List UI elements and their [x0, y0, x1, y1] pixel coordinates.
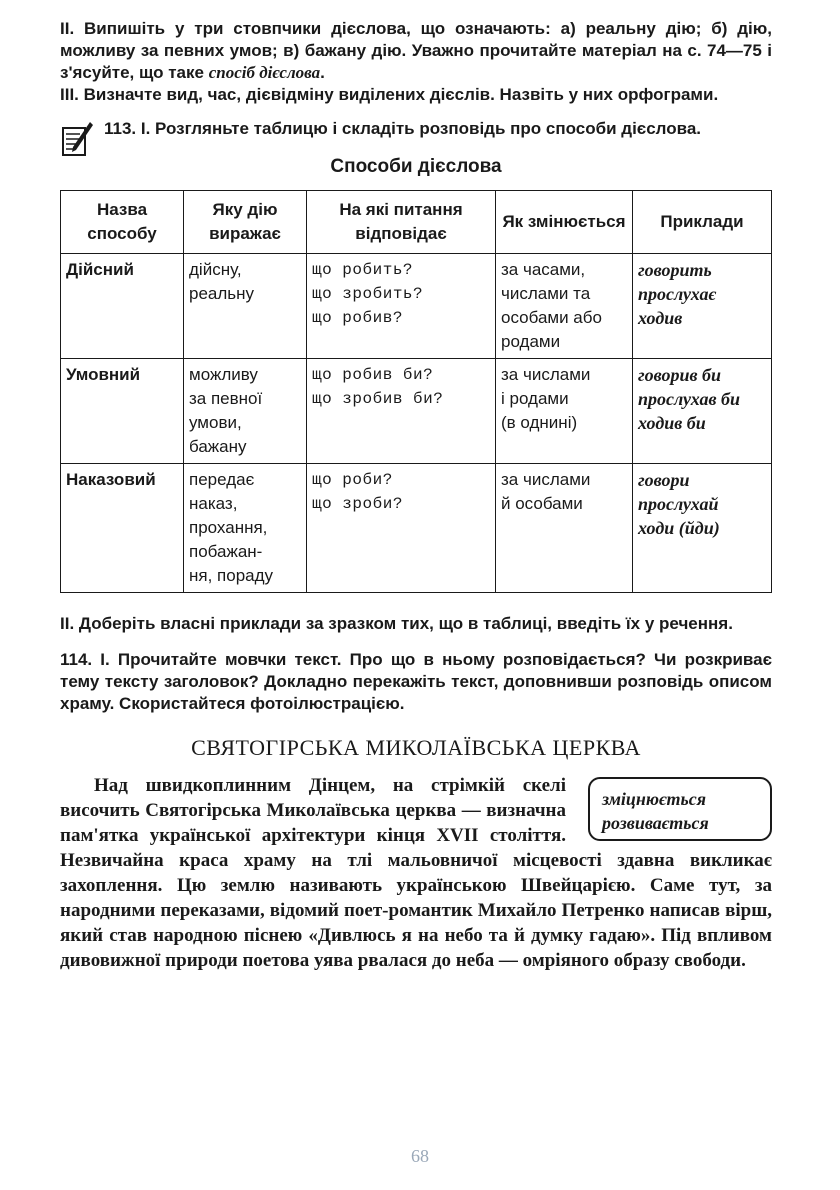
note-word: зміцнюється	[602, 789, 707, 809]
cell-line: говори	[638, 470, 690, 490]
task-2-text: ІІ. Випишіть у три стовпчики дієслова, що означають: а) реальну дію; б) дію, можливу за певних умов; в) бажану дію. Уважно прочитайте матеріал на с. 74—75 і з'ясуйте, що таке	[60, 19, 772, 82]
row-name: Умовний	[61, 359, 184, 464]
cell-line: ходив би	[638, 413, 706, 433]
cell-line: що роби?	[312, 471, 393, 489]
cell-line: говорить	[638, 260, 712, 280]
vocabulary-note-box	[588, 777, 772, 841]
exercise-113	[60, 118, 772, 140]
row-questions	[307, 254, 496, 359]
cell-line: прослухав би	[638, 389, 741, 409]
table-row	[61, 254, 772, 359]
cell-line: ходи (йди)	[638, 518, 720, 538]
cell-line: родами	[501, 332, 561, 351]
cell-line: що робить?	[312, 261, 414, 279]
table-title: Способи дієслова	[330, 156, 502, 177]
row-questions	[307, 464, 496, 593]
header-change: Як змінюється	[496, 191, 633, 254]
row-name: Наказовий	[61, 464, 184, 593]
cell-line: умови,	[189, 413, 242, 432]
exercise-114-text: 114. І. Прочитайте мовчки текст. Про що в ньому розповідається? Чи розкриває тему тексту заголовок? Докладно перекажіть текст, доповнивши розповідь описом храму. Скористайтеся фотоілюстрацією.	[60, 650, 772, 713]
cell-line: прослухай	[638, 494, 719, 514]
cell-line: й особами	[501, 494, 583, 513]
cell-line: за певної	[189, 389, 263, 408]
cell-line: що зроби?	[312, 495, 403, 513]
page-number: 68	[411, 1146, 429, 1166]
task-3-paragraph: ІІІ. Визначте вид, час, дієвідміну виділених дієслів. Назвіть у них орфограми.	[60, 85, 719, 104]
cell-line: що робив би?	[312, 366, 434, 384]
task-2-paragraph	[60, 18, 772, 84]
cell-line: наказ,	[189, 494, 238, 513]
row-examples	[633, 359, 772, 464]
story-heading: СВЯТОГІРСЬКА МИКОЛАЇВСЬКА ЦЕРКВА	[191, 735, 641, 760]
row-change	[496, 254, 633, 359]
cell-line: (в однині)	[501, 413, 578, 432]
verb-moods-table	[60, 190, 772, 593]
story-body	[60, 773, 772, 973]
row-examples	[633, 464, 772, 593]
cell-line: можливу	[189, 365, 258, 384]
cell-line: що зробить?	[312, 285, 424, 303]
cell-line: за числами	[501, 365, 591, 384]
exercise-113-task-2: ІІ. Доберіть власні приклади за зразком тих, що в таблиці, введіть їх у речення.	[60, 614, 733, 633]
cell-line: за часами,	[501, 260, 586, 279]
cell-line: і родами	[501, 389, 569, 408]
row-change	[496, 464, 633, 593]
cell-line: за числами	[501, 470, 591, 489]
cell-line: прохання,	[189, 518, 268, 537]
cell-line: що робив?	[312, 309, 403, 327]
header-questions: На які питання відповідає	[307, 191, 496, 254]
row-questions	[307, 359, 496, 464]
header-meaning: Яку дію виражає	[184, 191, 307, 254]
cell-line: дійсну,	[189, 260, 242, 279]
table-header-row	[61, 191, 772, 254]
row-change	[496, 359, 633, 464]
row-name: Дійсний	[61, 254, 184, 359]
cell-line: числами та	[501, 284, 591, 303]
pen-writing-icon	[60, 120, 94, 158]
cell-line: прослухає	[638, 284, 716, 304]
exercise-113-text: 113. І. Розгляньте таблицю і складіть розповідь про способи дієслова.	[104, 119, 702, 138]
cell-line: бажану	[189, 437, 247, 456]
row-examples	[633, 254, 772, 359]
cell-line: ня, пораду	[189, 566, 274, 585]
note-word: розвивається	[602, 813, 709, 833]
task-2-term: спосіб дієслова	[208, 63, 321, 82]
cell-line: передає	[189, 470, 255, 489]
row-meaning	[184, 254, 307, 359]
task-2-end: .	[320, 63, 325, 82]
cell-line: говорив би	[638, 365, 721, 385]
cell-line: побажан-	[189, 542, 263, 561]
cell-line: ходив	[638, 308, 683, 328]
row-meaning	[184, 464, 307, 593]
cell-line: реальну	[189, 284, 255, 303]
cell-line: що зробив би?	[312, 390, 444, 408]
table-row	[61, 359, 772, 464]
story-text: Над швидкоплинним Дінцем, на стрімкій скелі височить Святогірська Миколаївська церква — визначна пам'ятка української архітектури кінця XVII століття. Незвичайна краса храму на тлі мальовничої місцевості здавна викликає захоплення. Цю землю називають українською Швейцарією. Саме тут, за народними переказами, відомий поет-романтик Михайло Петренко написав вірш, який став народною піснею «Дивлюсь я на небо та й думку гадаю». Під впливом дивовижної природи поетова уява рвалася до неба — омріяного образу свободи.	[60, 775, 772, 971]
header-name: Назва способу	[61, 191, 184, 254]
textbook-page	[60, 18, 772, 973]
cell-line: особами або	[501, 308, 602, 327]
header-examples: Приклади	[633, 191, 772, 254]
row-meaning	[184, 359, 307, 464]
table-row	[61, 464, 772, 593]
